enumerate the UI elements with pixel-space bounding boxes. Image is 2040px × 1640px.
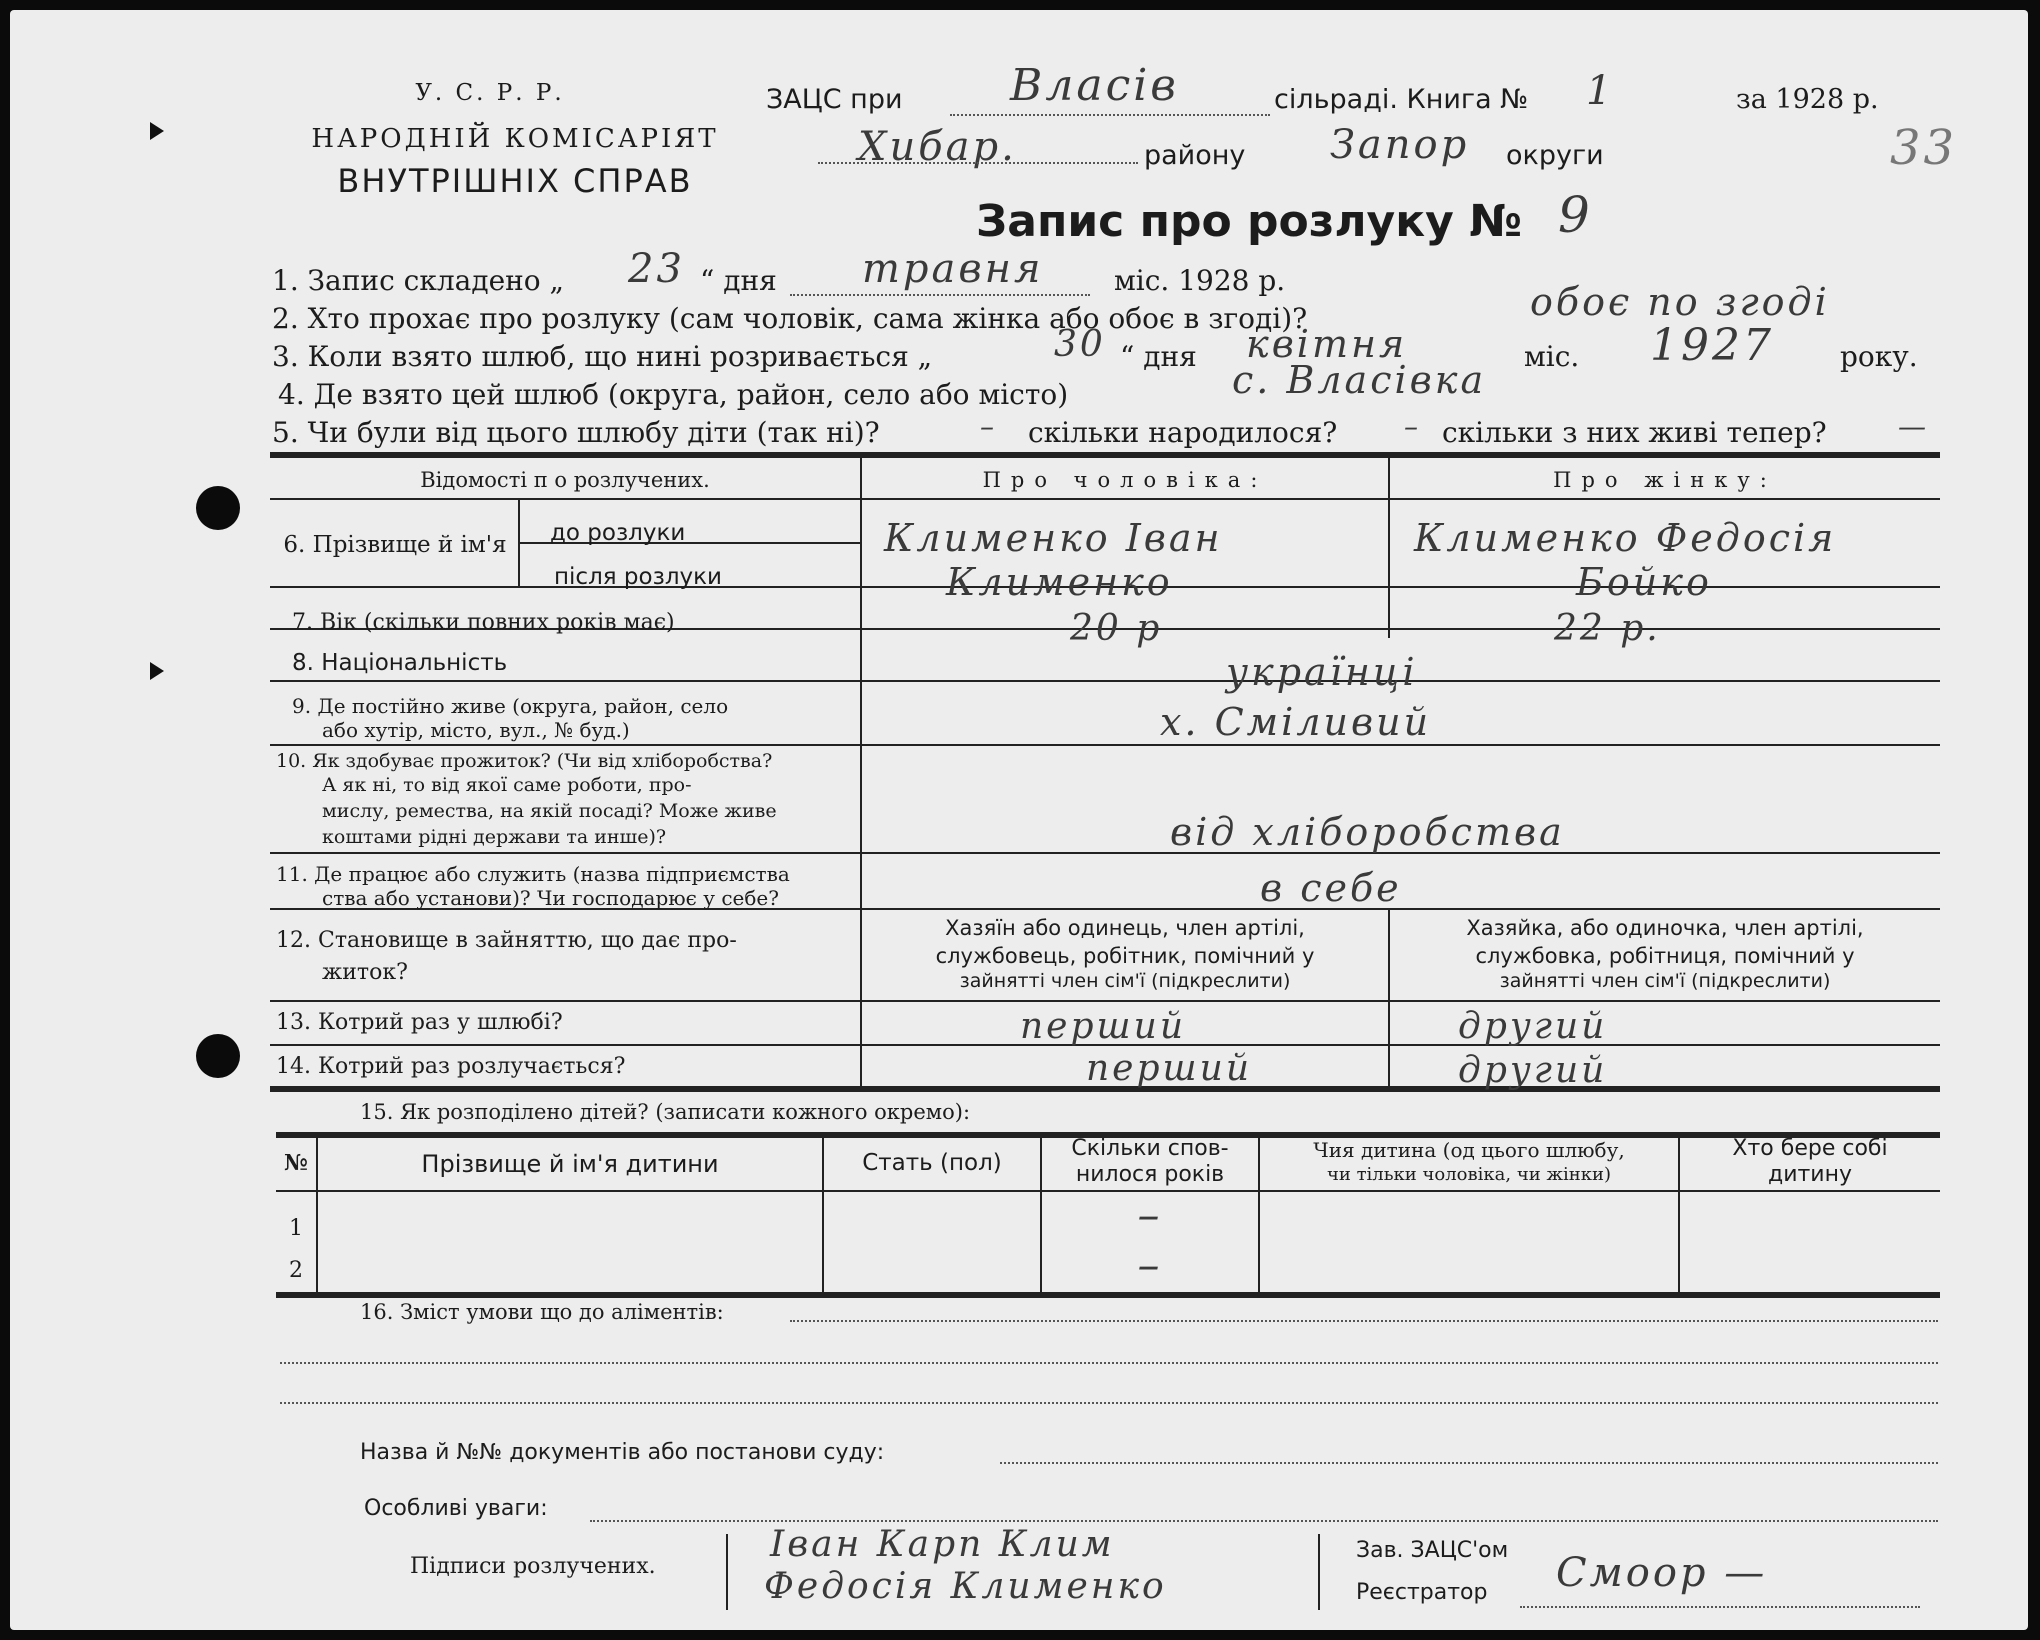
col-header-age-line1: Скільки спов- [1071, 1136, 1229, 1161]
signature-husband: Іван Карп Клим [770, 1524, 1115, 1565]
row12-husband-line2: службовець, робітник, помічний у [935, 944, 1315, 968]
row12-wife-line3: зайнятті член сім'ї (підкреслити) [1499, 970, 1831, 992]
q2-answer-handwritten: обоє по згоді [1530, 280, 1830, 324]
dotted-line [818, 162, 1138, 164]
table-divider [270, 1000, 1940, 1002]
dotted-line [590, 1520, 1938, 1522]
dotted-line [1520, 1606, 1920, 1608]
village-council-handwritten: Власів [1010, 60, 1179, 111]
col-header-who-takes-line2: дитину [1767, 1162, 1853, 1187]
table-divider [270, 498, 1940, 500]
table-divider [270, 852, 1940, 854]
col-header-who-takes-line1: Хто бере собі [1732, 1136, 1888, 1161]
q1-day-handwritten: 23 [628, 246, 685, 292]
row6-label: 6. Прізвище й ім'я [283, 532, 507, 558]
signature-box-left [726, 1534, 728, 1610]
district-handwritten: Хибар. [858, 124, 1017, 170]
district-label: району [1144, 140, 1246, 171]
row13-label: 13. Котрий раз у шлюбі? [276, 1010, 563, 1035]
row12-label-line1: 12. Становище в зайняттю, що дає про- [276, 928, 737, 953]
row12-wife-line1: Хазяйка, або одиночка, член артілі, [1466, 916, 1864, 940]
q5-label-b: скільки народилося? [1028, 416, 1338, 449]
row7-label: 7. Вік (скільки повних років має) [292, 610, 675, 635]
document-title: Запис про розлуку № [976, 196, 1523, 247]
book-number-handwritten: 1 [1586, 68, 1615, 114]
row9-residence-handwritten: х. Сміливий [1160, 700, 1432, 744]
row11-label-line2: ства або установи)? Чи господарює у себе? [322, 886, 779, 910]
q2-label: 2. Хто прохає про розлуку (сам чоловік, сама жінка або обоє в згоді)? [272, 302, 1308, 335]
dotted-line [790, 294, 1090, 296]
q1-label-b: “ дня [700, 264, 777, 297]
page-number-handwritten: 33 [1890, 120, 1958, 176]
q3-label-a: 3. Коли взято шлюб, що нині розривається „ [272, 340, 933, 373]
row9-label-line1: 9. Де постійно живе (округа, район, село [292, 694, 729, 718]
q5-b-handwritten: – [1404, 410, 1421, 443]
q3-day-handwritten: 30 [1054, 324, 1106, 365]
dotted-line [950, 114, 1270, 116]
q1-label-a: 1. Запис складено „ [272, 264, 565, 297]
punch-hole-top [196, 486, 240, 530]
col-header-child-name: Прізвище й ім'я дитини [421, 1150, 719, 1178]
child2-age-handwritten: – [1137, 1240, 1163, 1291]
row6-after-label: після розлуки [554, 564, 722, 590]
q5-label-a: 5. Чи були від цього шлюбу діти (так ні)? [272, 416, 880, 449]
registrar-label: Реєстратор [1356, 1580, 1488, 1605]
q5-c-handwritten: — [1898, 410, 1929, 443]
header-internal-affairs: ВНУТРІШНІХ СПРАВ [337, 162, 693, 200]
dotted-line [1000, 1462, 1938, 1464]
col-header-age-line2: нилося років [1075, 1162, 1225, 1187]
signature-box-right [1318, 1534, 1320, 1610]
q3-label-c: міс. [1524, 340, 1580, 373]
header-commissariat: НАРОДНІЙ КОМІСАРІЯТ [311, 124, 719, 154]
document-page [10, 10, 2028, 1630]
village-council-label: сільраді. Книга № [1274, 84, 1529, 115]
year-label: за 1928 р. [1736, 84, 1879, 115]
dotted-line [280, 1362, 1938, 1364]
zags-head-label: Зав. ЗАЦС'ом [1356, 1538, 1509, 1563]
dotted-line [280, 1402, 1938, 1404]
edge-mark [150, 122, 164, 140]
col-header-sex: Стать (пол) [862, 1150, 1002, 1176]
okrug-label: округи [1506, 140, 1604, 171]
signatures-label: Підписи розлучених. [410, 1554, 656, 1579]
registrar-signature: Смоор — [1556, 1550, 1768, 1596]
col-header-info: Відомості п о розлучених. [420, 468, 710, 492]
row10-livelihood-handwritten: від хліборобства [1170, 810, 1565, 854]
header-ussr: У. С. Р. Р. [415, 80, 565, 106]
row11-workplace-handwritten: в себе [1260, 866, 1402, 910]
okrug-handwritten: Запор [1330, 122, 1470, 168]
row9-label-line2: або хутір, місто, вул., № буд.) [322, 718, 630, 742]
row11-label-line1: 11. Де працює або служить (назва підприємства [276, 862, 790, 886]
q4-answer-handwritten: с. Власівка [1232, 358, 1487, 402]
remarks-label: Особливі уваги: [364, 1496, 548, 1521]
col-header-number: № [284, 1150, 308, 1176]
row13-wife-handwritten: другий [1458, 1006, 1608, 1047]
row12-husband-line1: Хазяїн або одинець, член артілі, [945, 916, 1305, 940]
punch-hole-bottom [196, 1034, 240, 1078]
row6-before-label: до розлуки [550, 520, 686, 546]
q3-label-b: “ дня [1120, 340, 1197, 373]
edge-mark [150, 662, 164, 680]
zags-label: ЗАЦС при [766, 84, 903, 115]
row14-wife-handwritten: другий [1458, 1050, 1608, 1091]
row13-husband-handwritten: перший [1020, 1006, 1187, 1047]
q4-label: 4. Де взято цей шлюб (округа, район, село або місто) [278, 378, 1069, 411]
row12-wife-line2: службовка, робітниця, помічний у [1475, 944, 1855, 968]
q1-month-handwritten: травня [862, 246, 1044, 292]
row14-husband-handwritten: перший [1086, 1048, 1253, 1089]
q3-year-handwritten: 1927 [1650, 320, 1774, 371]
row10-label-line4: коштами рідні держави та инше)? [322, 826, 667, 848]
q15-label: 15. Як розподілено дітей? (записати кожного окремо): [360, 1100, 971, 1124]
row6-wife-before-handwritten: Клименко Федосія [1414, 516, 1837, 560]
signature-wife: Федосія Клименко [764, 1566, 1167, 1607]
q1-label-c: міс. 1928 р. [1114, 264, 1286, 297]
q3-month-handwritten: квітня [1246, 322, 1408, 366]
table-top-border [270, 452, 1940, 458]
row14-label: 14. Котрий раз розлучається? [276, 1054, 626, 1079]
col-header-whose-line1: Чия дитина (од цього шлюбу, [1313, 1138, 1625, 1162]
row12-husband-line3: зайнятті член сім'ї (підкреслити) [959, 970, 1291, 992]
row12-label-line2: житок? [322, 960, 408, 985]
row10-label-line3: мислу, ремества, на якій посаді? Може живе [322, 800, 777, 822]
row6-husband-after-handwritten: Клименко [946, 560, 1173, 604]
child-row-number: 1 [289, 1216, 303, 1241]
row7-husband-age-handwritten: 20 р [1070, 608, 1163, 649]
q5-label-c: скільки з них живі тепер? [1442, 416, 1827, 449]
row7-wife-age-handwritten: 22 р. [1554, 608, 1661, 649]
table-divider [270, 744, 1940, 746]
row8-nationality-handwritten: українці [1226, 650, 1418, 694]
table-col-border [518, 500, 520, 586]
q5-a-handwritten: – [980, 410, 997, 443]
q3-label-d: року. [1840, 340, 1918, 373]
row8-label: 8. Національність [292, 650, 508, 676]
row6-wife-after-handwritten: Бойко [1576, 560, 1712, 604]
col-header-whose-line2: чи тільки чоловіка, чи жінки) [1326, 1164, 1612, 1185]
documents-label: Назва й №№ документів або постанови суду: [360, 1440, 885, 1465]
dotted-line [790, 1320, 1938, 1322]
record-number-handwritten: 9 [1558, 186, 1593, 244]
child1-age-handwritten: – [1137, 1190, 1163, 1241]
col-header-husband: Про чоловіка: [982, 468, 1268, 492]
table-divider [270, 680, 1940, 682]
q16-label: 16. Зміст умови що до аліментів: [360, 1300, 724, 1324]
row10-label-line2: А як ні, то від якої саме роботи, про- [322, 774, 692, 796]
row6-husband-before-handwritten: Клименко Іван [884, 516, 1223, 560]
children-table-bottom [276, 1292, 1940, 1298]
child-row-number: 2 [289, 1258, 303, 1283]
row10-label-line1: 10. Як здобуває прожиток? (Чи від хліборобства? [276, 750, 773, 772]
col-header-wife: Про жінку: [1553, 468, 1777, 492]
